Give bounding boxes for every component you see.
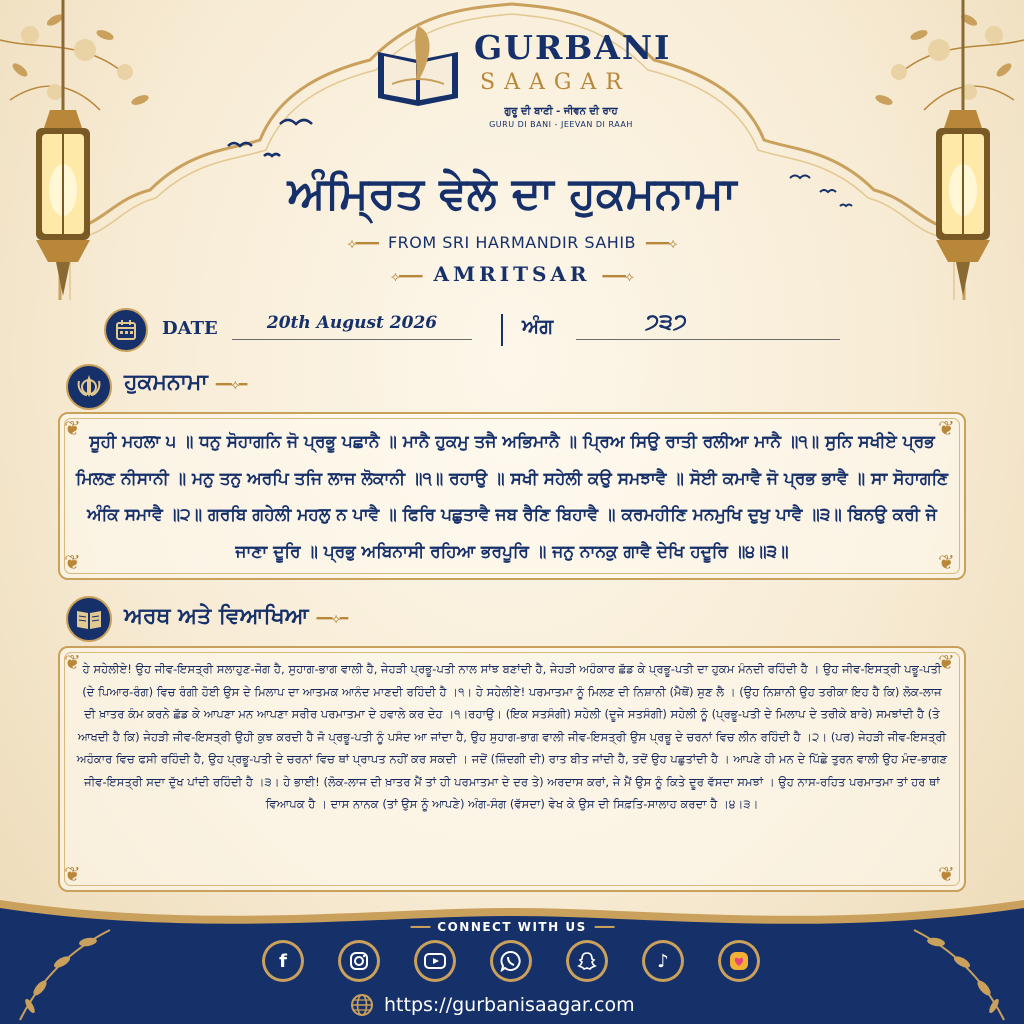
page-title: ਅੰਮ੍ਰਿਤ ਵੇਲੇ ਦਾ ਹੁਕਮਨਾਮਾ bbox=[287, 168, 737, 219]
lantern-right-icon bbox=[922, 0, 1004, 300]
ang-underline bbox=[576, 339, 840, 340]
facebook-icon: f bbox=[265, 943, 301, 979]
corner-ornament-icon: ❦ bbox=[64, 416, 81, 440]
lantern-left-icon bbox=[22, 0, 104, 300]
divider-ornament-icon: ━━━⟡ bbox=[602, 269, 634, 285]
date-underline bbox=[232, 339, 472, 340]
source-line bbox=[0, 233, 1024, 252]
whatsapp-icon bbox=[493, 943, 529, 979]
instagram-link[interactable] bbox=[338, 940, 380, 982]
divider-ornament-icon: ━━⟡━ bbox=[316, 611, 348, 627]
book-quill-icon bbox=[372, 22, 464, 112]
moj-link[interactable] bbox=[718, 940, 760, 982]
hukamnama-heading bbox=[124, 370, 246, 395]
brand-logo[interactable] bbox=[372, 18, 672, 130]
ang-value: ੭੩੭ bbox=[644, 310, 688, 335]
hukamnama-heading-text: ਹੁਕਮਨਾਮਾ bbox=[124, 370, 208, 395]
corner-ornament-icon: ❦ bbox=[938, 650, 955, 674]
corner-ornament-icon: ❦ bbox=[938, 416, 955, 440]
tiktok-link[interactable] bbox=[642, 940, 684, 982]
divider-ornament-icon: ━━━ bbox=[410, 920, 430, 934]
hukamnama-text: ਸੂਹੀ ਮਹਲਾ ੫ ॥ ਧਨੁ ਸੋਹਾਗਨਿ ਜੋ ਪ੍ਰਭੂ ਪਛਾਨੈ ॥ ਮਾਨੈ ਹੁਕਮੁ ਤਜੈ ਅਭਿਮਾਨੈ ॥ ਪ੍ਰਿਅ ਸਿਉ ਰਾਤੀ ਰਲੀਆ ਮਾਨੈ ॥੧॥ ਸੁਨਿ ਸਖੀਏ ਪ੍ਰਭ ਮਿਲਣ ਨੀਸਾਨੀ ॥ ਮਨੁ ਤਨੁ ਅਰਪਿ ਤਜਿ ਲਾਜ ਲੋਕਾਨੀ ॥੧॥ ਰਹਾਉ ॥ ਸਖੀ ਸਹੇਲੀ ਕਉ ਸਮਝਾਵੈ ॥ ਸੋਈ ਕਮਾਵੈ ਜੋ ਪ੍ਰਭ ਭਾਵੈ ॥ ਸਾ ਸੋਹਾਗਣਿ ਅੰਕਿ ਸਮਾਵੈ ॥੨॥ ਗਰਬਿ ਗਹੇਲੀ ਮਹਲੁ ਨ ਪਾਵੈ ॥ ਫਿਰਿ ਪਛੁਤਾਵੈ ਜਬ ਰੈਣਿ ਬਿਹਾਵੈ ॥ ਕਰਮਹੀਣਿ ਮਨਮੁਖਿ ਦੁਖੁ ਪਾਵੈ ॥੩॥ ਬਿਨਉ ਕਰੀ ਜੇ ਜਾਣਾ ਦੂਰਿ ॥ ਪ੍ਰਭੁ ਅਬਿਨਾਸੀ ਰਹਿਆ ਭਰਪੂਰਿ ॥ ਜਨੁ ਨਾਨਕੁ ਗਾਵੈ ਦੇਖਿ ਹਦੂਰਿ ॥੪॥੩॥ bbox=[75, 432, 949, 562]
city-line bbox=[0, 262, 1024, 286]
snapchat-link[interactable] bbox=[566, 940, 608, 982]
divider-ornament-icon: ⟡━━━ bbox=[390, 269, 422, 285]
arth-text: ਹੇ ਸਹੇਲੀਏ! ਉਹ ਜੀਵ-ਇਸਤ੍ਰੀ ਸਲਾਹੁਣ-ਜੋਗ ਹੈ, ਸੁਹਾਗ-ਭਾਗ ਵਾਲੀ ਹੈ, ਜੇਹੜੀ ਪ੍ਰਭੂ-ਪਤੀ ਨਾਲ ਸਾਂਝ ਬਣਾਂਦੀ ਹੈ, ਜੇਹੜੀ ਅਹੰਕਾਰ ਛੱਡ ਕੇ ਪ੍ਰਭੂ-ਪਤੀ ਦਾ ਹੁਕਮ ਮੰਨਦੀ ਰਹਿੰਦੀ ਹੈ । ਉਹ ਜੀਵ-ਇਸਤ੍ਰੀ ਪਭੂ-ਪਤੀ (ਦੇ ਪਿਆਰ-ਰੰਗ) ਵਿਚ ਰੰਗੀ ਹੋਈ ਉਸ ਦੇ ਮਿਲਾਪ ਦਾ ਆਤਮਕ ਆਨੰਦ ਮਾਣਦੀ ਰਹਿੰਦੀ ਹੈ ।੧। ਹੇ ਸਹੇਲੀਏ! ਪਰਮਾਤਮਾ ਨੂੰ ਮਿਲਣ ਦੀ ਨਿਸ਼ਾਨੀ (ਮੈਥੋਂ) ਸੁਣ ਲੈ । (ਉਹ ਨਿਸ਼ਾਨੀ ਉਹ ਤਰੀਕਾ ਇਹ ਹੈ ਕਿ) ਲੋਕ-ਲਾਜ ਦੀ ਖ਼ਾਤਰ ਕੰਮ ਕਰਨੇ ਛੱਡ ਕੇ ਆਪਣਾ ਮਨ ਆਪਣਾ ਸਰੀਰ ਪਰਮਾਤਮਾ ਦੇ ਹਵਾਲੇ ਕਰ ਦੇਹ ।੧।ਰਹਾਉ। (ਇਕ ਸਤਸੰਗੀ) ਸਹੇਲੀ (ਦੂਜੇ ਸਤਸੰਗੀ) ਸਹੇਲੀ ਨੂੰ (ਪ੍ਰਭੂ-ਪਤੀ ਦੇ ਮਿਲਾਪ ਦੇ ਤਰੀਕੇ ਬਾਰੇ) ਸਮਝਾਂਦੀ ਹੈ (ਤੇ ਆਖਦੀ ਹੈ ਕਿ) ਜੇਹੜੀ ਜੀਵ-ਇਸਤ੍ਰੀ ਉਹੀ ਕੁਝ ਕਰਦੀ ਹੈ ਜੋ ਪ੍ਰਭੂ-ਪਤੀ ਨੂੰ ਪਸੰਦ ਆ ਜਾਂਦਾ ਹੈ, ਉਹ ਸੁਹਾਗ-ਭਾਗ ਵਾਲੀ ਜੀਵ-ਇਸਤ੍ਰੀ ਉਸ ਪ੍ਰਭੂ ਦੇ ਚਰਨਾਂ ਵਿਚ ਲੀਨ ਰਹਿੰਦੀ ਹੈ ।੨। (ਪਰ) ਜੇਹੜੀ ਜੀਵ-ਇਸਤ੍ਰੀ ਅਹੰਕਾਰ ਵਿਚ ਫਸੀ ਰਹਿੰਦੀ ਹੈ, ਉਹ ਪ੍ਰਭੂ-ਪਤੀ ਦੇ ਚਰਨਾਂ ਵਿਚ ਥਾਂ ਪ੍ਰਾਪਤ ਨਹੀਂ ਕਰ ਸਕਦੀ । ਜਦੋਂ (ਜ਼ਿੰਦਗੀ ਦੀ) ਰਾਤ ਬੀਤ ਜਾਂਦੀ ਹੈ, ਤਦੋਂ ਉਹ ਪਛੁਤਾਂਦੀ ਹੈ । ਆਪਣੇ ਹੀ ਮਨ ਦੇ ਪਿੱਛੇ ਤੁਰਨ ਵਾਲੀ ਉਹ ਮੰਦ-ਭਾਗਣ ਜੀਵ-ਇਸਤ੍ਰੀ ਸਦਾ ਦੁੱਖ ਪਾਂਦੀ ਰਹਿੰਦੀ ਹੈ ।੩। ਹੇ ਭਾਈ! (ਲੋਕ-ਲਾਜ ਦੀ ਖ਼ਾਤਰ ਮੈਂ ਤਾਂ ਹੀ ਪਰਮਾਤਮਾ ਦੇ ਦਰ ਤੇ) ਅਰਦਾਸ ਕਰਾਂ, ਜੇ ਮੈਂ ਉਸ ਨੂੰ ਕਿਤੇ ਦੂਰ ਵੱਸਦਾ ਸਮਝਾਂ । ਉਹ ਨਾਸ-ਰਹਿਤ ਪਰਮਾਤਮਾ ਤਾਂ ਹਰ ਥਾਂ ਵਿਆਪਕ ਹੈ । ਦਾਸ ਨਾਨਕ (ਤਾਂ ਉਸ ਨੂੰ ਆਪਣੇ) ਅੰਗ-ਸੰਗ (ਵੱਸਦਾ) ਵੇਖ ਕੇ ਉਸ ਦੀ ਸਿਫ਼ਤਿ-ਸਾਲਾਹ ਕਰਦਾ ਹੈ ।੪।੩। bbox=[76, 662, 948, 811]
ang-label: ਅੰਗ bbox=[522, 314, 554, 338]
open-book-icon bbox=[66, 596, 112, 642]
divider-ornament-icon: ━━━ bbox=[594, 920, 614, 934]
corner-ornament-icon: ❦ bbox=[64, 550, 81, 574]
divider-ornament-icon: ━━━⟡ bbox=[646, 236, 677, 252]
arth-heading-text: ਅਰਥ ਅਤੇ ਵਿਆਖਿਆ bbox=[124, 604, 309, 629]
globe-icon bbox=[350, 993, 374, 1017]
website-link[interactable] bbox=[350, 992, 635, 1018]
calendar-icon bbox=[104, 308, 148, 352]
website-url: https://gurbanisaagar.com bbox=[384, 994, 635, 1016]
social-links bbox=[262, 940, 762, 984]
corner-ornament-icon: ❦ bbox=[938, 550, 955, 574]
divider-ornament-icon: ━━⟡━ bbox=[215, 377, 247, 393]
connect-label: CONNECT WITH US bbox=[437, 920, 587, 934]
city-text: AMRITSAR bbox=[433, 262, 591, 286]
brand-name: GURBANI bbox=[474, 28, 672, 67]
corner-ornament-icon: ❦ bbox=[64, 650, 81, 674]
instagram-icon bbox=[341, 943, 377, 979]
brand-tagline-punjabi: ਗੁਰੂ ਦੀ ਬਾਣੀ - ਜੀਵਨ ਦੀ ਰਾਹ bbox=[504, 106, 618, 117]
youtube-icon bbox=[417, 943, 453, 979]
info-divider bbox=[501, 314, 503, 346]
date-label: DATE bbox=[162, 318, 218, 339]
tiktok-icon: ♪ bbox=[645, 943, 681, 979]
arth-heading bbox=[124, 604, 347, 629]
date-value: 20th August 2026 bbox=[266, 313, 438, 333]
youtube-link[interactable] bbox=[414, 940, 456, 982]
divider-ornament-icon: ⟡━━━ bbox=[347, 236, 378, 252]
whatsapp-link[interactable] bbox=[490, 940, 532, 982]
khanda-icon bbox=[66, 364, 112, 410]
birds-left-icon bbox=[220, 110, 320, 170]
brand-name-sub: SAAGAR bbox=[480, 70, 631, 95]
corner-ornament-icon: ❦ bbox=[64, 862, 81, 886]
source-text: FROM SRI HARMANDIR SAHIB bbox=[387, 233, 637, 252]
moj-icon bbox=[721, 943, 757, 979]
brand-tagline-roman: GURU DI BANI - JEEVAN DI RAAH bbox=[489, 120, 633, 129]
facebook-link[interactable] bbox=[262, 940, 304, 982]
snapchat-icon bbox=[569, 943, 605, 979]
connect-line bbox=[0, 920, 1024, 934]
corner-ornament-icon: ❦ bbox=[938, 862, 955, 886]
